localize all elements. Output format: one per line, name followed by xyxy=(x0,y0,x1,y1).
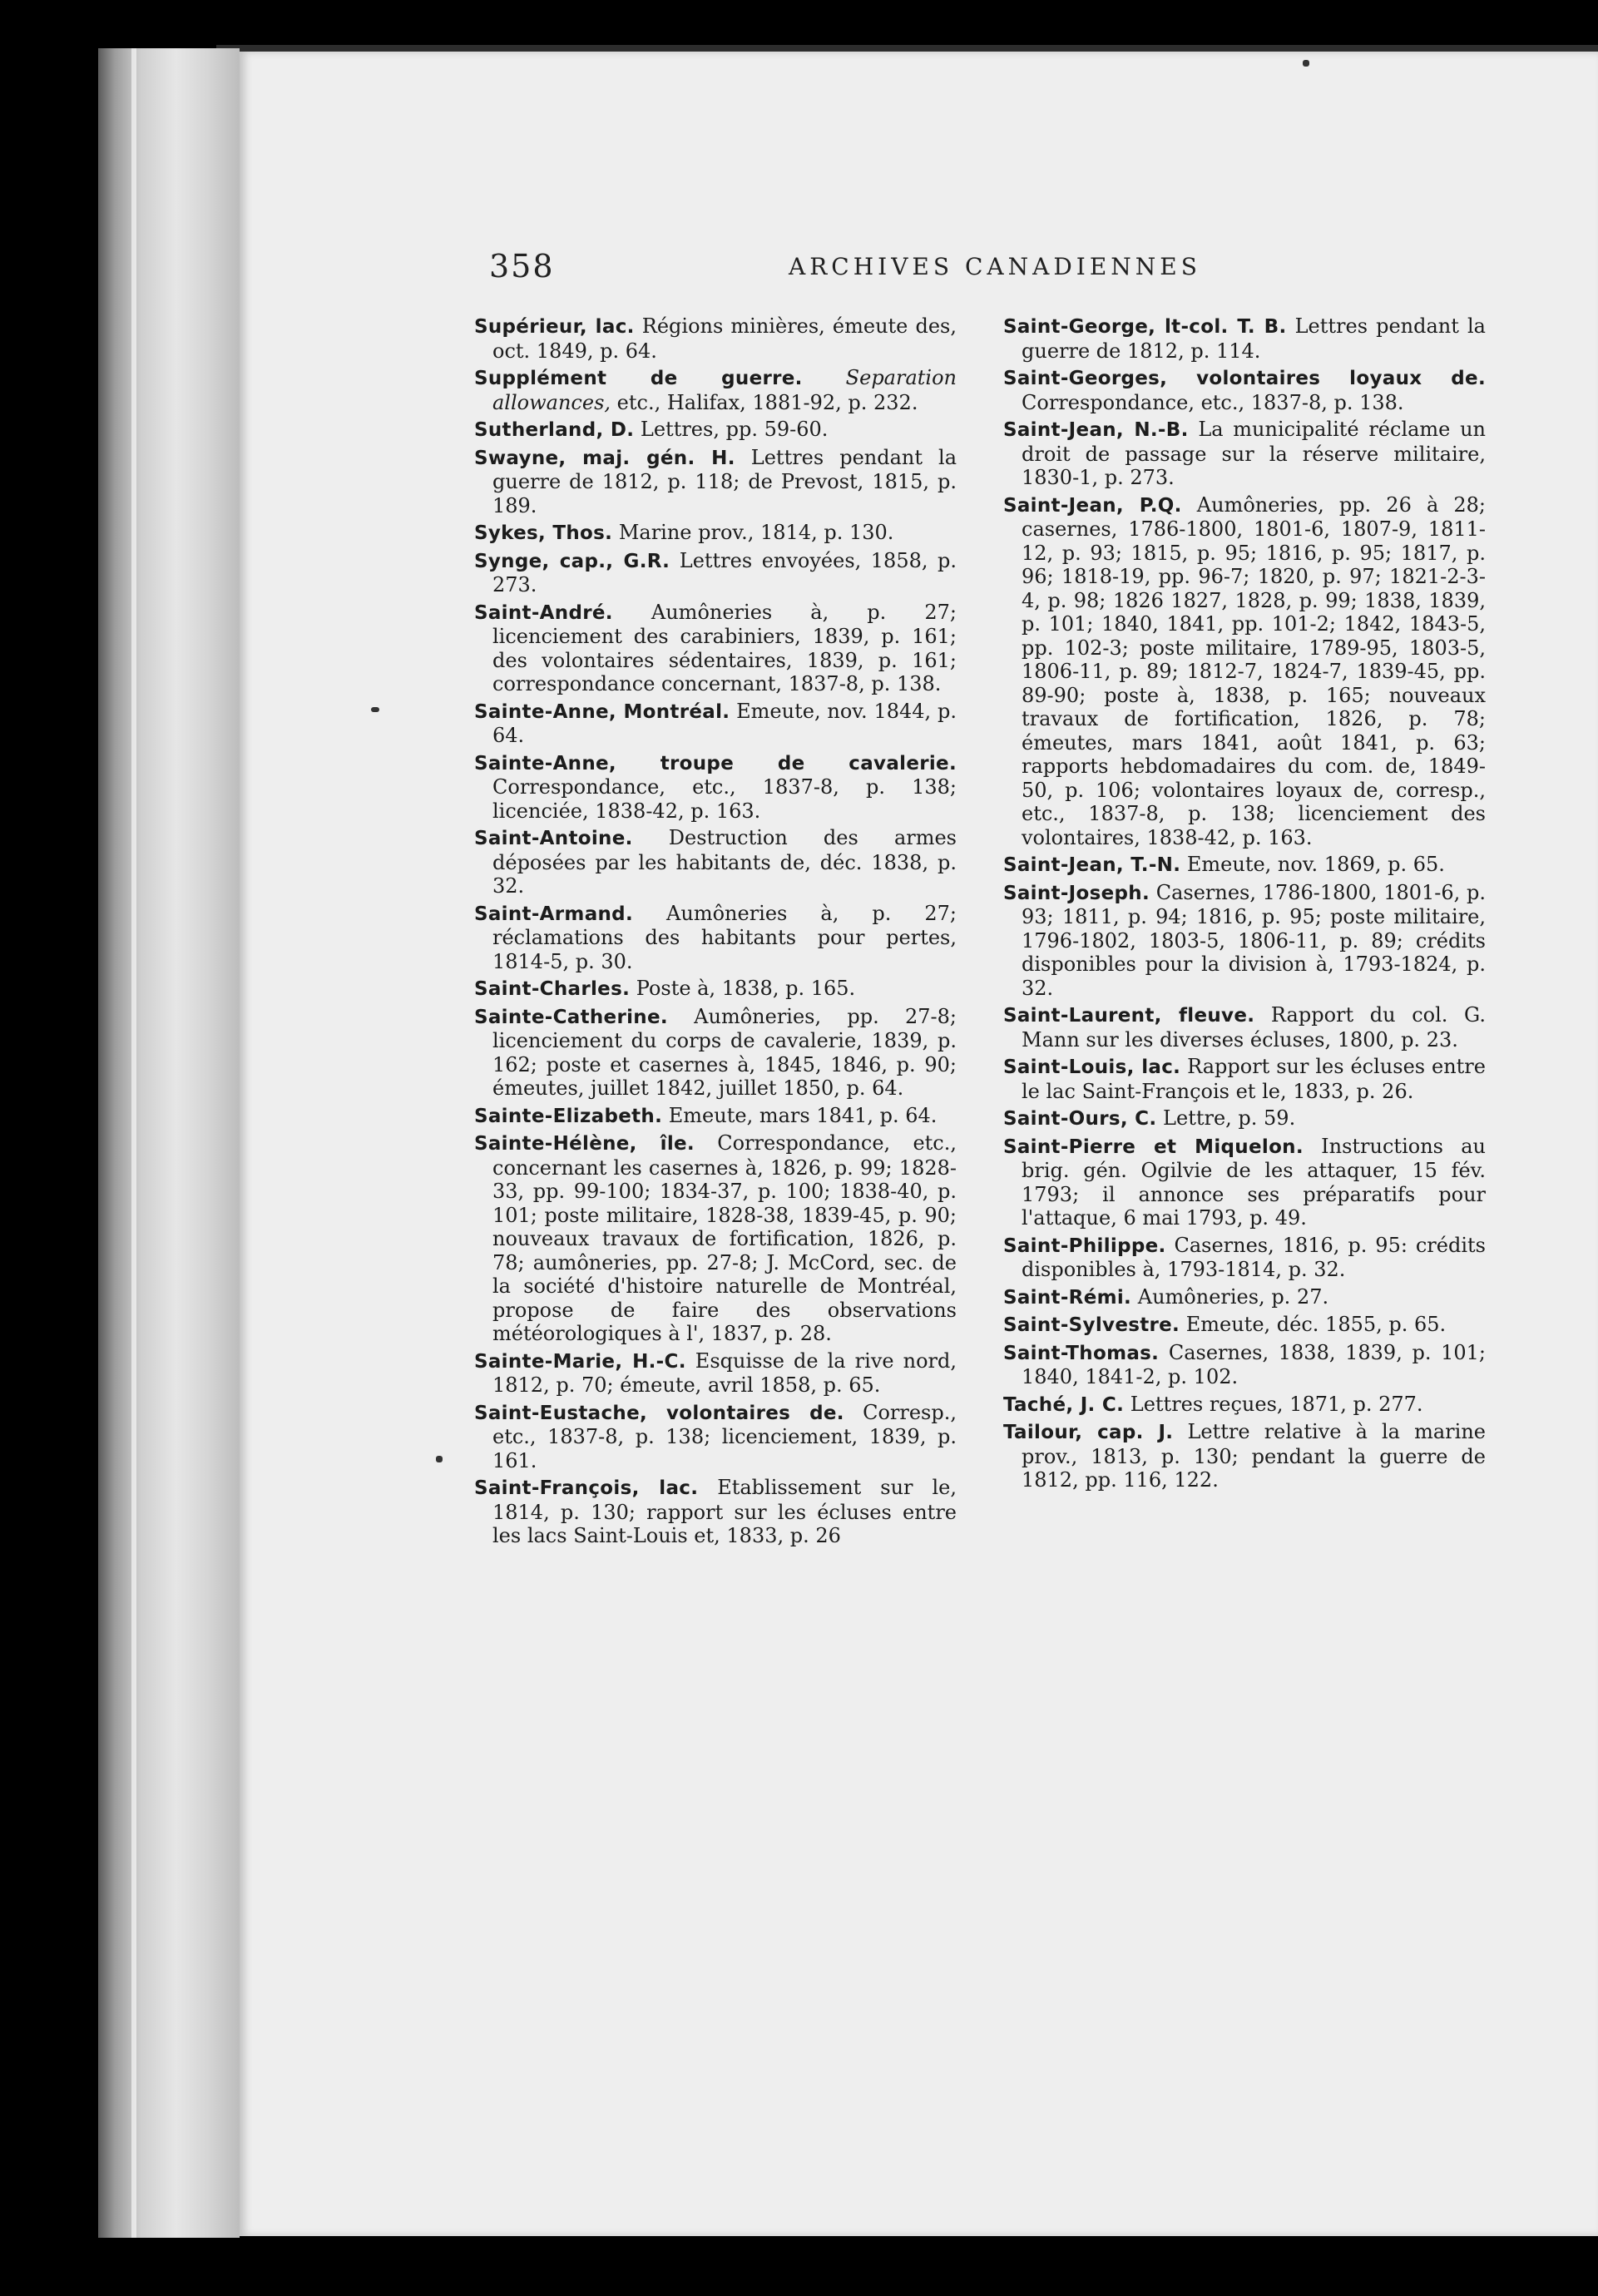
index-entry xyxy=(1003,1393,1486,1418)
index-entry xyxy=(474,977,957,1002)
entry-headword: Sutherland, D. xyxy=(474,419,635,441)
index-entry xyxy=(1003,1341,1486,1389)
entry-text: Corresp., etc., 1837-8, p. 138; licenciement, 1839, p. 161. xyxy=(492,1400,957,1472)
index-entry xyxy=(474,314,957,363)
index-entry xyxy=(1003,493,1486,850)
entry-headword: Saint-Jean, N.-B. xyxy=(1003,419,1189,441)
running-title: ARCHIVES CANADIENNES xyxy=(789,253,1201,280)
index-entry xyxy=(474,1005,957,1101)
entry-headword: Saint-Charles. xyxy=(474,978,631,1000)
entry-text: etc., Halifax, 1881-92, p. 232. xyxy=(616,390,918,414)
entry-headword: Sykes, Thos. xyxy=(474,522,613,544)
entry-text: Casernes, 1816, p. 95: crédits disponibles à, 1793-1814, p. 32. xyxy=(1022,1233,1486,1281)
index-entry xyxy=(1003,1055,1486,1103)
index-entry xyxy=(474,1349,957,1398)
index-entry xyxy=(1003,1313,1486,1338)
entry-headword: Saint-Armand. xyxy=(474,903,633,925)
speck-mark xyxy=(1303,60,1309,67)
index-entry xyxy=(1003,1135,1486,1230)
index-entry xyxy=(474,1131,957,1346)
entry-headword: Sainte-Catherine. xyxy=(474,1006,668,1028)
entry-text: Lettres envoyées, 1858, p. 273. xyxy=(492,548,957,596)
running-head xyxy=(489,241,1479,291)
entry-text: Lettre, p. 59. xyxy=(1163,1106,1296,1130)
entry-headword: Supérieur, lac. xyxy=(474,316,635,338)
entry-headword: Saint-Pierre et Miquelon. xyxy=(1003,1136,1304,1158)
entry-text: La municipalité réclame un droit de passage sur la réserve militaire, 1830-1, p. 273. xyxy=(1022,418,1486,489)
entry-headword: Saint-Joseph. xyxy=(1003,882,1150,904)
entry-headword: Saint-Eustache, volontaires de. xyxy=(474,1402,844,1424)
index-entry xyxy=(1003,1234,1486,1282)
entry-text: Lettres reçues, 1871, p. 277. xyxy=(1130,1392,1423,1416)
entry-headword: Saint-Georges, volontaires loyaux de. xyxy=(1003,368,1486,389)
entry-text: Emeute, nov. 1844, p. 64. xyxy=(492,699,957,747)
speck-mark xyxy=(436,1456,443,1462)
entry-text: Poste à, 1838, p. 165. xyxy=(636,977,856,1000)
entry-headword: Saint-Louis, lac. xyxy=(1003,1056,1181,1078)
index-entry xyxy=(1003,314,1486,363)
index-entry xyxy=(474,446,957,518)
page-number: 358 xyxy=(489,248,555,285)
index-entry xyxy=(1003,853,1486,878)
entry-headword: Saint-Ours, C. xyxy=(1003,1108,1157,1130)
entry-headword: Sainte-Marie, H.-C. xyxy=(474,1350,686,1373)
entry-text: Aumôneries, p. 27. xyxy=(1137,1284,1329,1309)
entry-text: Casernes, 1838, 1839, p. 101; 1840, 1841-2, p. 102. xyxy=(1022,1340,1486,1388)
entry-text: Etablissement sur le, 1814, p. 130; rapport sur les écluses entre les lacs Saint-Louis et, 1833, p. 26 xyxy=(492,1476,957,1547)
entry-text: Esquisse de la rive nord, 1812, p. 70; émeute, avril 1858, p. 65. xyxy=(492,1348,957,1397)
entry-headword: Sainte-Hélène, île. xyxy=(474,1133,695,1155)
index-entry xyxy=(474,700,957,748)
entry-text: Emeute, déc. 1855, p. 65. xyxy=(1185,1313,1447,1336)
entry-text: Correspondance, etc., concernant les casernes à, 1826, p. 99; 1828-33, pp. 99-100; 1834-37, p. 100; 1838-40, p. 101; poste militaire, 1828-38, 1839-45, p. 90; nouveaux travaux de fortification, 1826, p. 78; aumôneries, pp. 27-8; J. McCord, sec. de la société d'histoire naturelle de Montréal, propose de faire des observations météorologiques à l', 1837, p. 28. xyxy=(492,1131,957,1345)
entry-headword: Synge, cap., G.R. xyxy=(474,550,670,572)
entry-text: Lettres, pp. 59-60. xyxy=(640,418,829,441)
entry-text: Correspondance, etc., 1837-8, p. 138. xyxy=(1022,390,1404,414)
entry-text: Destruction des armes déposées par les habitants de, déc. 1838, p. 32. xyxy=(492,826,957,898)
index-entry xyxy=(1003,418,1486,490)
book-spine-edge xyxy=(98,48,240,2238)
entry-text: Régions minières, émeute des, oct. 1849, p. 64. xyxy=(492,314,957,363)
entry-headword: Saint-Sylvestre. xyxy=(1003,1314,1180,1336)
entry-headword: Tailour, cap. J. xyxy=(1003,1422,1174,1443)
index-entry xyxy=(474,601,957,696)
index-entry xyxy=(474,1401,957,1473)
index-entry xyxy=(474,1476,957,1548)
entry-text: Casernes, 1786-1800, 1801-6, p. 93; 1811, p. 94; 1816, p. 95; poste militaire, 1796-1802, 1803-5, 1806-11, p. 89; crédits disponibles pour la division à, 1793-1824, p. 32. xyxy=(1022,880,1486,1000)
entry-text: Lettres pendant la guerre de 1812, p. 118; de Prevost, 1815, p. 189. xyxy=(492,445,957,517)
entry-text: Instructions au brig. gén. Ogilvie de les attaquer, 15 fév. 1793; il annonce ses préparatifs pour l'attaque, 6 mai 1793, p. 49. xyxy=(1022,1134,1486,1230)
entry-text: Aumôneries, pp. 26 à 28; casernes, 1786-1800, 1801-6, 1807-9, 1811-12, p. 93; 1815, p. 95; 1816, p. 95; 1817, p. 96; 1818-19, pp. 96-7; 1820, p. 97; 1821-2-3-4, p. 98; 1826 1827, 1828, p. 99; 1838, 1839, p. 101; 1840, 1841, pp. 101-2; 1842, 1843-5, pp. 102-3; poste militaire, 1789-95, 1803-5, 1806-11, p. 89; 1812-7, 1824-7, 1839-45, pp. 89-90; poste à, 1838, p. 165; nouveaux travaux de fortification, 1826, p. 78; émeutes, mars 1841, août 1841, p. 63; rapports hebdomadaires du com. de, 1849-50, p. 106; volontaires loyaux de, corresp., etc., 1837-8, p. 138; licenciement des volontaires, 1838-42, p. 163. xyxy=(1022,492,1487,849)
left-column xyxy=(474,314,957,1551)
index-entry xyxy=(1003,1285,1486,1310)
entry-headword: Saint-Thomas. xyxy=(1003,1342,1160,1364)
entry-text: Aumôneries à, p. 27; réclamations des habitants pour pertes, 1814-5, p. 30. xyxy=(492,901,957,973)
entry-text: Rapport du col. G. Mann sur les diverses écluses, 1800, p. 23. xyxy=(1022,1003,1486,1052)
entry-text: Rapport sur les écluses entre le lac Saint-François et le, 1833, p. 26. xyxy=(1022,1055,1486,1103)
entry-italic-text: Separation allowances, xyxy=(492,366,957,414)
index-entry xyxy=(1003,1106,1486,1131)
entry-headword: Taché, J. C. xyxy=(1003,1393,1125,1416)
right-column xyxy=(1003,314,1486,1496)
entry-headword: Saint-George, lt-col. T. B. xyxy=(1003,316,1287,338)
entry-headword: Saint-Antoine. xyxy=(474,828,633,849)
entry-headword: Saint-Laurent, fleuve. xyxy=(1003,1005,1255,1027)
index-entry xyxy=(474,418,957,443)
index-entry xyxy=(1003,1420,1486,1492)
entry-headword: Sainte-Elizabeth. xyxy=(474,1105,663,1127)
index-entry xyxy=(474,521,957,546)
entry-headword: Saint-Philippe. xyxy=(1003,1235,1166,1257)
entry-text: Emeute, mars 1841, p. 64. xyxy=(668,1103,938,1127)
entry-text: Aumôneries, pp. 27-8; licenciement du corps de cavalerie, 1839, p. 162; poste et casernes à, 1845, 1846, p. 90; émeutes, juillet 1842, juillet 1850, p. 64. xyxy=(492,1004,957,1100)
entry-headword: Saint-André. xyxy=(474,601,613,624)
speck-mark xyxy=(371,707,379,712)
entry-text: Marine prov., 1814, p. 130. xyxy=(618,521,894,544)
entry-headword: Saint-François, lac. xyxy=(474,1477,699,1499)
index-entry xyxy=(1003,1003,1486,1052)
index-entry xyxy=(1003,366,1486,414)
index-entry xyxy=(474,826,957,898)
entry-text: Correspondance, etc., 1837-8, p. 138; licenciée, 1838-42, p. 163. xyxy=(492,775,957,823)
entry-text: Emeute, nov. 1869, p. 65. xyxy=(1186,853,1445,876)
entry-headword: Saint-Jean, P.Q. xyxy=(1003,494,1182,517)
index-entry xyxy=(474,366,957,414)
entry-headword: Sainte-Anne, Montréal. xyxy=(474,700,730,723)
entry-headword: Supplément de guerre. xyxy=(474,368,803,389)
entry-headword: Swayne, maj. gén. H. xyxy=(474,447,735,469)
index-columns xyxy=(474,314,1487,1928)
entry-headword: Saint-Jean, T.-N. xyxy=(1003,854,1181,876)
entry-text: Lettres pendant la guerre de 1812, p. 114. xyxy=(1022,314,1486,363)
index-entry xyxy=(474,1104,957,1129)
entry-headword: Sainte-Anne, troupe de cavalerie. xyxy=(474,752,957,774)
index-entry xyxy=(1003,881,1486,1001)
entry-text: Lettre relative à la marine prov., 1813, p. 130; pendant la guerre de 1812, pp. 116, 122. xyxy=(1022,1420,1486,1492)
entry-text: Aumôneries à, p. 27; licenciement des carabiniers, 1839, p. 161; des volontaires sédentaires, 1839, p. 161; correspondance concernant, 1837-8, p. 138. xyxy=(492,600,957,695)
index-entry xyxy=(474,751,957,824)
entry-headword: Saint-Rémi. xyxy=(1003,1286,1132,1309)
index-entry xyxy=(474,902,957,974)
index-entry xyxy=(474,549,957,597)
